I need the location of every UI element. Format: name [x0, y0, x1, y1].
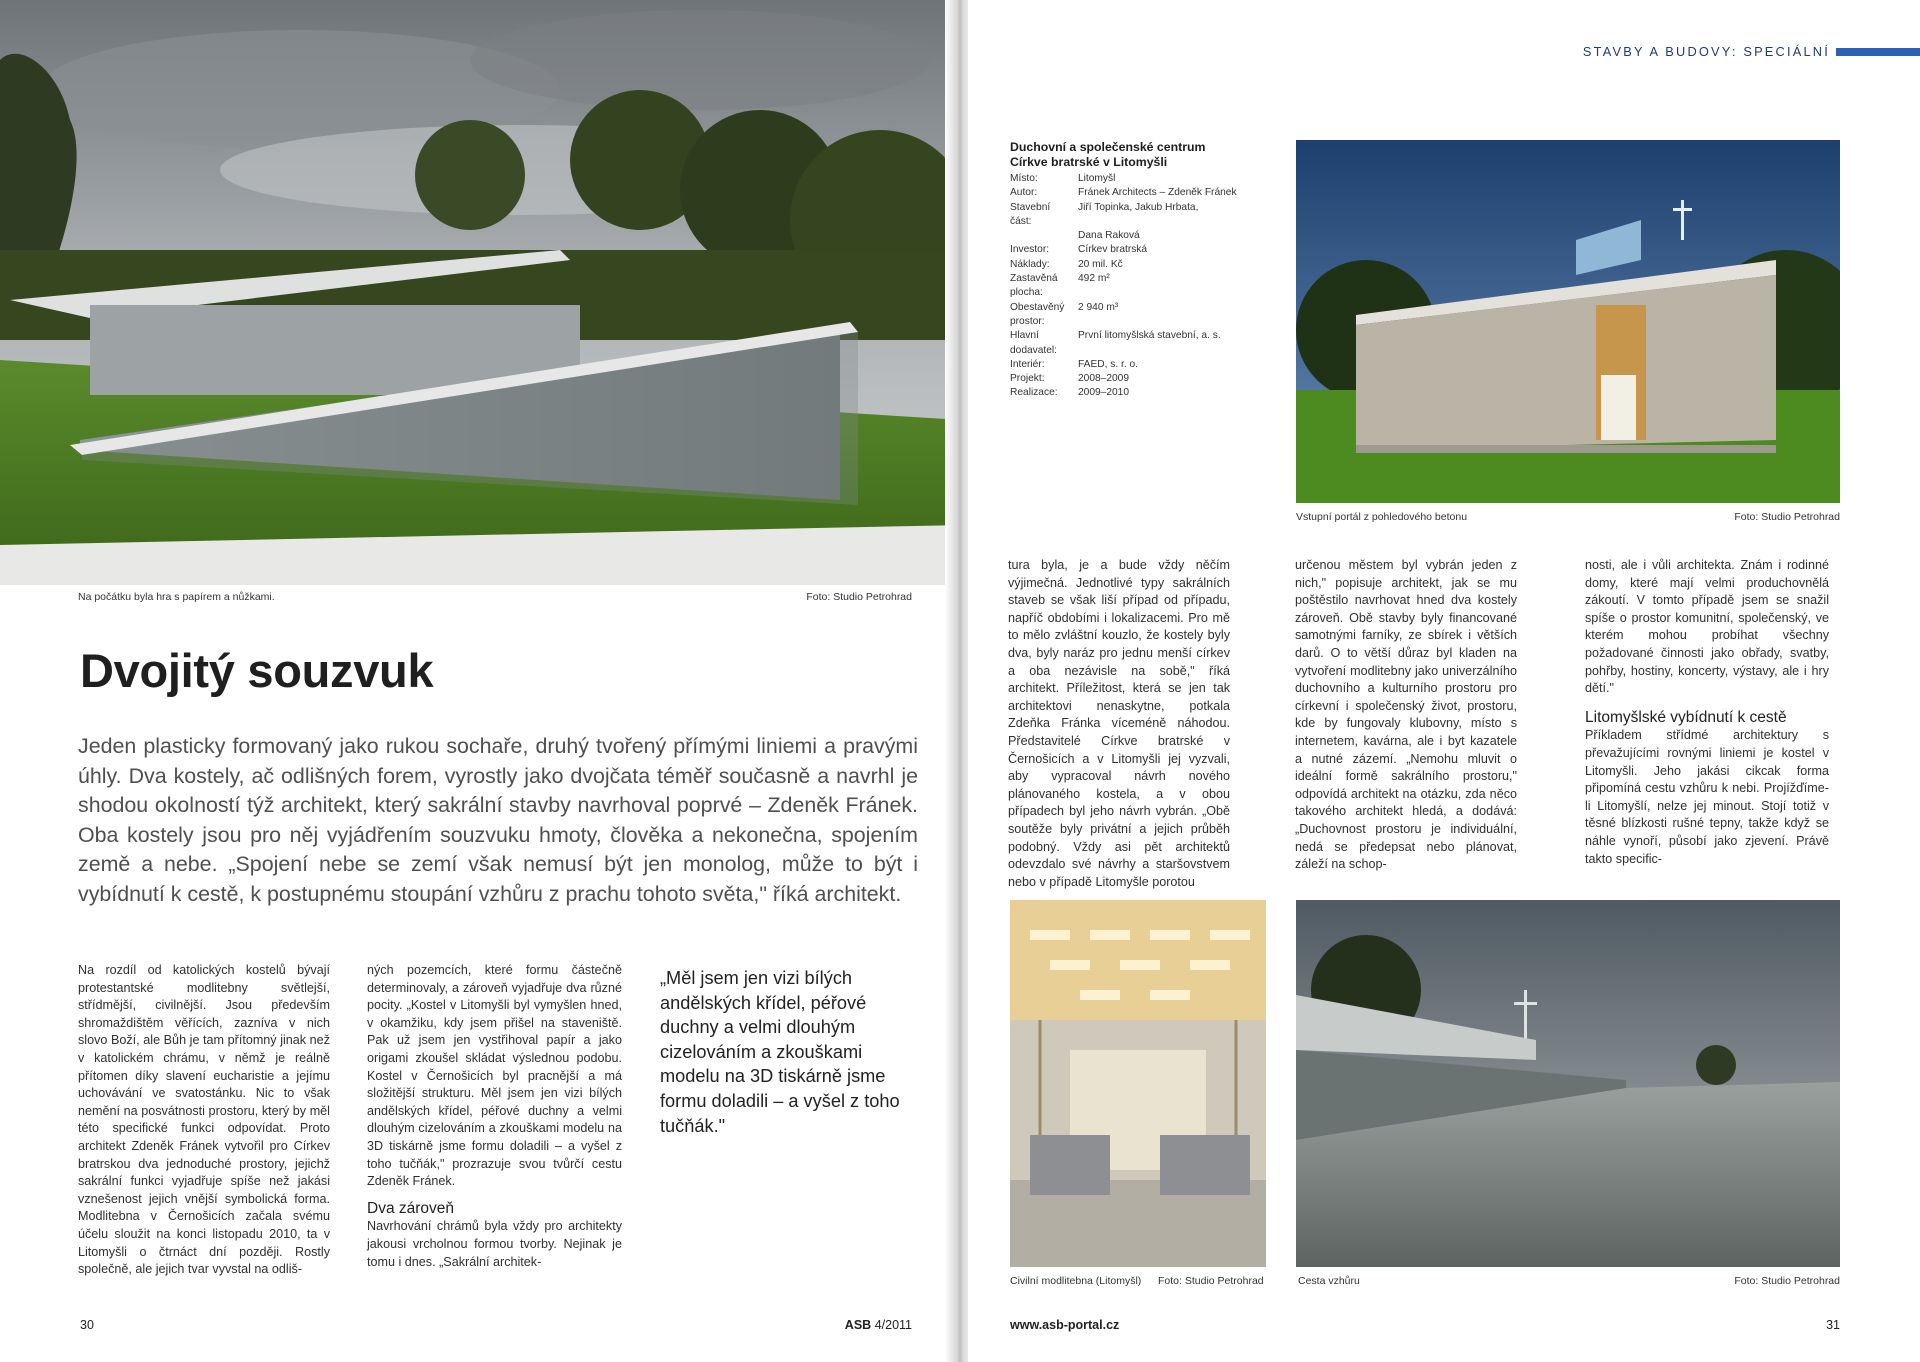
facts-value: Fránek Architects – Zdeněk Fránek	[1078, 187, 1237, 199]
body-paragraph: nosti, ale i vůli architekta. Znám i rodinné domy, které mají velmi produchovnělá zákoutí. V tomto případě jsem se snažil spíše o prostor komunitní, společenský, ve kterém mohou probíhat všechny požadované činnosti jako obřady, svatby, pohřby, hostiny, koncerty, výstavy, ale i hry dětí."	[1585, 558, 1829, 696]
body-column-3	[1008, 557, 1230, 891]
facts-row	[1010, 272, 1237, 301]
body-column-1	[78, 962, 330, 1279]
facts-key: Investor:	[1010, 244, 1050, 256]
facts-value: 2008–2009	[1078, 373, 1129, 385]
body-column-5	[1585, 557, 1829, 868]
section-label: STAVBY A BUDOVY: SPECIÁLNÍ	[1582, 44, 1830, 59]
body-paragraph: tura byla, je a bude vždy něčím výjimečná. Jednotlivé typy sakrálních staveb se však liší případ od případu, napříč obdobími i lokalizacemi. Pro mě to mělo zvláštní kouzlo, že kostely byly dva, byly naráz pro jednu menší církev a oba nezávisle na sobě," říká architekt. Příležitost, která se jen tak architektovi nenaskytne, potkala Zdeňka Fránka víceméně náhodou. Představitelé Církve bratrské v Černošicích a v Litomyšli jej vyzvali, aby vypracoval návrh nového plánovaného kostela, a v obou případech byl jeho návrh vybrán. „Obě soutěže byly privátní a jejich průběh podobný. Vždy asi pět architektů odevzdalo své návrhy a staršovstvem nebo v případě Litomyšle porotou	[1008, 558, 1230, 889]
portal-photo-caption: Vstupní portál z pohledového betonu	[1296, 511, 1468, 523]
interior-photo-credit: Foto: Studio Petrohrad	[1158, 1275, 1264, 1287]
interior-photo-caption: Civilní modlitebna (Litomyšl)	[1010, 1275, 1142, 1287]
body-paragraph: ných pozemcích, které formu částečně determinovaly, a zároveň vyjadřuje dva různé pocity. „Kostel v Litomyšli byl vymyšlen hned, v okamžiku, kdy jsem přišel na staveniště. Pak už jsem jen vystřihoval papír a jako origami zkoušel skládat výslednou podobu. Kostel v Černošicích byl pracnější a má složitější strukturu. Měl jsem jen vizi bílých andělských křídel, péřové duchny a velmi dlouhým cizelováním a zkouškami modelu na 3D tiskárně jsme formu doladili – a vyšel z toho tučňák," prozrazuje svou tvůrčí cestu Zdeněk Fránek.	[367, 963, 622, 1189]
page-number-right: 31	[1826, 1318, 1840, 1332]
facts-row	[1010, 258, 1237, 272]
facts-value: Dana Raková	[1078, 230, 1140, 242]
body-column-4	[1295, 557, 1517, 874]
facts-row	[1010, 301, 1237, 330]
subheading: Litomyšlské vybídnutí k cestě	[1585, 708, 1787, 726]
body-paragraph: Příkladem střídmé architektury s převažujícími rovnými liniemi je kostel v Litomyšli. Jeho jakási cikcak forma připomíná cestu vzhůru k nebi. Projížďíme-li Litomyšlí, nelze jej minout. Stojí totiž v těsné blízkosti rušné tepny, takže když se náhle vynoří, působí jako zjevení. Právě takto specific-	[1585, 728, 1829, 866]
portal-photo	[1296, 140, 1840, 503]
portal-photo-credit: Foto: Studio Petrohrad	[1734, 511, 1840, 523]
magazine-footer	[845, 1318, 912, 1332]
facts-value: 20 mil. Kč	[1078, 258, 1123, 270]
article-lead: Jeden plasticky formovaný jako rukou sochaře, druhý tvořený přímými liniemi a pravými úhly. Dva kostely, ač odlišných forem, vyrostly jako dvojčata téměř současně a navrhl je shodou okolností týž architekt, který sakrální stavby navrhoval poprvé – Zdeněk Fránek. Oba kostely jsou pro něj vyjádřením souzvuku hmoty, člověka a nekonečna, spojením země a nebe. „Spojení nebe se zemí však nemusí být jen monolog, může to být i vybídnutí k cestě, k postupnému stoupání vzhůru z prachu tohoto světa," říká architekt.	[78, 734, 918, 906]
facts-title-line2: Církve bratrské v Litomyšli	[1010, 155, 1168, 169]
body-paragraph: určenou městem byl vybrán jeden z nich," popisuje architekt, jak se mu poštěstilo navrhovat hned dva kostely zároveň. Obě stavby byly financované samotnými farníky, ze sbírek i větších darů. O to větší důraz byl kladen na vytvoření modlitebny jako univerzálního duchovního a kulturního prostoru pro církevní i společenský život, prostoru, kde by fungovaly klubovny, místo s internetem, kavárna, ale i byt kazatele a nutné zázemí. „Nemohu mluvit o ideální formě sakrálního prostoru," odpovídá architekt na otázku, zda něco takového architekt hledá, a dodává: „Duchovnost prostoru je individuální, nedá se předepsat nebo plánovat, záleží na schop-	[1295, 558, 1517, 872]
facts-title-line1: Duchovní a společenské centrum	[1010, 140, 1206, 154]
facts-key: Zastavěná plocha:	[1010, 273, 1058, 299]
interior-photo	[1010, 900, 1266, 1267]
hero-photo-caption: Na počátku byla hra s papírem a nůžkami.	[78, 591, 275, 603]
body-column-2	[367, 962, 622, 1271]
facts-row	[1010, 372, 1237, 386]
ramp-photo	[1296, 900, 1840, 1267]
facts-value: FAED, s. r. o.	[1078, 358, 1139, 370]
project-facts	[1010, 140, 1300, 401]
body-paragraph: Na rozdíl od katolických kostelů bývají protestantské modlitebny světlejší, střídmější, civilnější. Jsou především shromaždištěm věřících, zazníva v nich slovo Boží, ale Bůh je tam přítomný jinak než v katolickém chrámu, v němž je reálně přítomen díky slavení eucharistie a jejímu uchovávání ve svatostánku. Nic to však nemění na posvátnosti prostoru, který by měl této specifické funkci odpovídat. Proto architekt Zdeněk Fránek vytvořil pro Církev bratrskou dva jednoduché prostory, jejichž sakrální funkci vyjadřuje spíše než jakási vznešenost jejich vnější symbolická forma. Modlitebna v Černošicích začala svému účelu sloužit na konci listopadu 2010, ta v Litomyšli o čtrnáct dní později. Rostly společně, ale jejich tvar vyvstal na odliš-	[78, 963, 330, 1277]
facts-key: Náklady:	[1010, 258, 1050, 270]
facts-key: Autor:	[1010, 187, 1038, 199]
left-page	[0, 0, 952, 1362]
facts-key: Projekt:	[1010, 373, 1045, 385]
body-paragraph: Navrhování chrámů byla vždy pro architekty jakousi vrcholnou formou tvorby. Nejinak je tomu i dnes. „Sakrální architek-	[367, 1219, 622, 1269]
facts-key: Obestavěný prostor:	[1010, 301, 1065, 327]
facts-table	[1010, 172, 1237, 401]
facts-value: 492 m²	[1078, 273, 1110, 285]
subheading: Dva zároveň	[367, 1199, 455, 1217]
hero-photo-credit: Foto: Studio Petrohrad	[806, 591, 912, 603]
website-footer[interactable]: www.asb-portal.cz	[1010, 1318, 1120, 1332]
facts-row	[1010, 243, 1237, 257]
facts-row	[1010, 186, 1237, 200]
facts-value: 2009–2010	[1078, 387, 1129, 399]
ramp-photo-caption: Cesta vzhůru	[1298, 1275, 1360, 1287]
facts-row	[1010, 386, 1237, 400]
facts-value: Litomyšl	[1078, 173, 1116, 184]
hero-photo	[0, 0, 952, 585]
magazine-issue: 4/2011	[874, 1318, 912, 1332]
facts-title	[1010, 140, 1300, 170]
facts-row	[1010, 229, 1237, 243]
facts-key: Hlavní dodavatel:	[1010, 330, 1058, 356]
facts-key: Místo:	[1010, 173, 1038, 184]
article-title: Dvojitý souzvuk	[80, 644, 434, 697]
facts-key	[1010, 229, 1078, 243]
ramp-photo-credit: Foto: Studio Petrohrad	[1734, 1275, 1840, 1287]
facts-row	[1010, 201, 1237, 230]
facts-row	[1010, 172, 1237, 186]
right-page	[968, 0, 1920, 1362]
facts-key: Interiér:	[1010, 358, 1045, 370]
facts-value: První litomyšlská stavební, a. s.	[1078, 330, 1221, 342]
facts-value: 2 940 m³	[1078, 301, 1119, 313]
facts-key: Realizace:	[1010, 387, 1058, 399]
facts-value: Jiří Topinka, Jakub Hrbata,	[1078, 201, 1199, 213]
section-bar	[1836, 48, 1920, 56]
facts-value: Církev bratrská	[1078, 244, 1148, 256]
magazine-name: ASB	[844, 1318, 872, 1332]
facts-row	[1010, 329, 1237, 358]
page-number-left: 30	[80, 1318, 94, 1332]
section-header	[1583, 44, 1920, 59]
pull-quote: „Měl jsem jen vizi bílých andělských křídel, péřové duchny a velmi dlouhým cizelováním a zkouškami modelu na 3D tiskárně jsme formu doladili – a vyšel z toho tučňák."	[660, 968, 900, 1136]
facts-key: Stavební část:	[1010, 201, 1051, 227]
facts-row	[1010, 358, 1237, 372]
